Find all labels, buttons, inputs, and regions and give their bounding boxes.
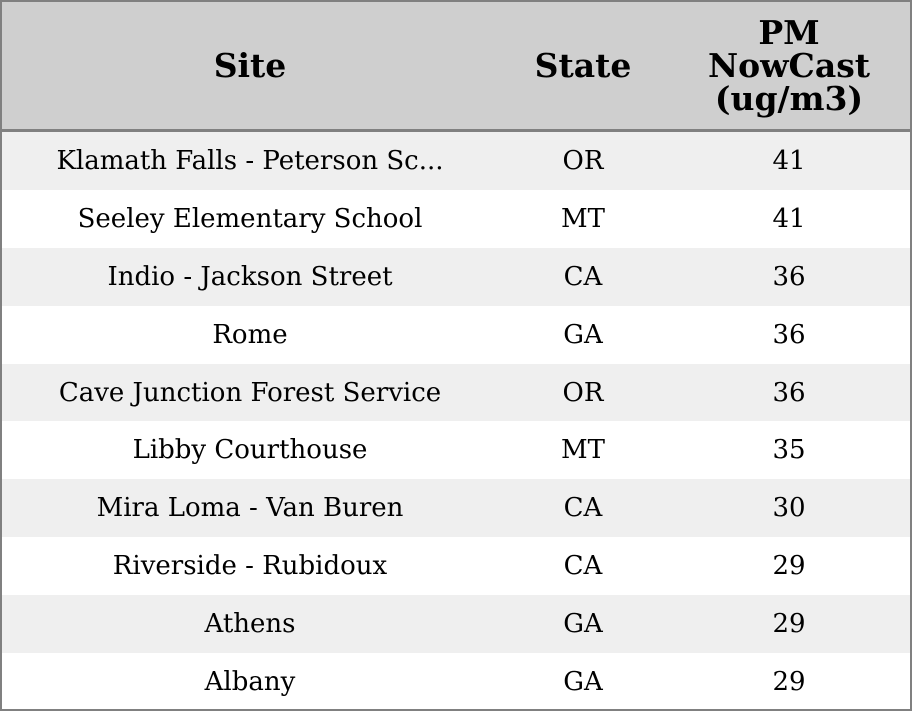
- table-row: [2, 190, 910, 248]
- table-row: [2, 595, 910, 653]
- cell-pm-nowcast: 36: [772, 261, 806, 292]
- cell-site: Indio - Jackson Street: [107, 261, 393, 292]
- cell-pm-nowcast: 29: [772, 551, 806, 582]
- cell-state: OR: [562, 377, 604, 408]
- cell-state: GA: [563, 666, 603, 697]
- cell-state: CA: [563, 493, 603, 524]
- header-site: [2, 2, 498, 129]
- table-row: [2, 537, 910, 595]
- header-site-label: Site: [213, 46, 287, 85]
- cell-state: MT: [561, 435, 605, 466]
- cell-state: OR: [562, 145, 604, 176]
- cell-pm-nowcast: 35: [772, 435, 806, 466]
- cell-site: Klamath Falls - Peterson Sc...: [56, 145, 444, 176]
- cell-pm-nowcast: 29: [772, 609, 806, 640]
- cell-site: Riverside - Rubidoux: [112, 551, 388, 582]
- table-header: [2, 2, 910, 132]
- table-row: [2, 479, 910, 537]
- header-pm-nowcast-label: PM NowCast (ug/m3): [707, 13, 871, 118]
- cell-state: CA: [563, 261, 603, 292]
- table-row: [2, 132, 910, 190]
- cell-pm-nowcast: 36: [772, 377, 806, 408]
- cell-site: Cave Junction Forest Service: [58, 377, 442, 408]
- cell-pm-nowcast: 36: [772, 319, 806, 350]
- table-row: [2, 653, 910, 711]
- table-body: [2, 132, 910, 711]
- cell-site: Athens: [204, 609, 296, 640]
- table-row: [2, 306, 910, 364]
- table-row: [2, 421, 910, 479]
- cell-site: Albany: [204, 666, 296, 697]
- cell-site: Seeley Elementary School: [77, 203, 423, 234]
- table-row: [2, 248, 910, 306]
- table-row: [2, 364, 910, 422]
- header-state: [498, 2, 668, 129]
- cell-site: Libby Courthouse: [132, 435, 368, 466]
- cell-site: Rome: [212, 319, 288, 350]
- cell-pm-nowcast: 30: [772, 493, 806, 524]
- cell-state: GA: [563, 609, 603, 640]
- header-state-label: State: [534, 46, 632, 85]
- cell-site: Mira Loma - Van Buren: [96, 493, 404, 524]
- cell-state: MT: [561, 203, 605, 234]
- cell-state: GA: [563, 319, 603, 350]
- header-pm-nowcast: [668, 2, 910, 129]
- cell-pm-nowcast: 41: [772, 203, 806, 234]
- cell-state: CA: [563, 551, 603, 582]
- cell-pm-nowcast: 41: [772, 145, 806, 176]
- cell-pm-nowcast: 29: [772, 666, 806, 697]
